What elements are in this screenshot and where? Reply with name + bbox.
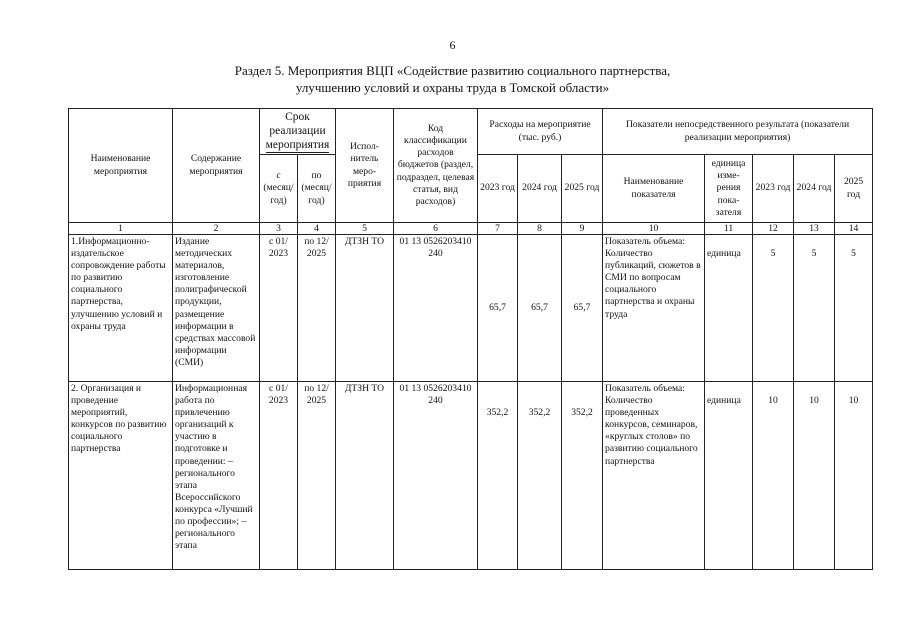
row-term-to: по 12/ 2025 — [298, 235, 336, 382]
header-expenses: Расходы на мероприятие (тыс. руб.) — [478, 109, 603, 155]
column-number: 5 — [336, 223, 394, 235]
row-indicator: Показатель объема: Количество публикаций, сюжетов в СМИ по вопросам социального партнерства и охраны труда — [603, 235, 705, 382]
row-ind-2024 — [794, 235, 835, 382]
header-term-under: мероприятия — [265, 139, 330, 151]
header-exp-2023: 2023 год — [478, 155, 518, 223]
section-title-line-1: Раздел 5. Мероприятия ВЦП «Содействие развитию социального партнерства, — [234, 63, 671, 78]
header-exp-2025: 2025 год — [562, 155, 603, 223]
row-unit — [705, 235, 753, 382]
column-number: 4 — [298, 223, 336, 235]
header-term-to: по (месяц/год) — [298, 155, 336, 223]
header-term-label: Срок реализации — [269, 111, 326, 137]
column-number: 14 — [835, 223, 873, 235]
row-executor: ДТЗН ТО — [336, 382, 394, 570]
header-indicator-name: Наименование показателя — [603, 155, 705, 223]
header-executor: Испол-нитель меро-приятия — [336, 109, 394, 223]
header-term — [260, 109, 336, 155]
header-code: Код классификации расходов бюджетов (раздел, подраздел, целевая статья, вид расходов) — [394, 109, 478, 223]
row-content: Издание методических материалов, изготовление полиграфической продукции, размещение информации в средствах массовой информации (СМИ) — [173, 235, 260, 382]
row-ind-2024-text: 5 — [811, 248, 817, 259]
header-ind-2023: 2023 год — [753, 155, 794, 223]
row-exp-2025 — [562, 382, 603, 570]
row-unit — [705, 382, 753, 570]
row-exp-2023: 65,7 — [478, 235, 518, 382]
activities-table — [68, 108, 873, 570]
row-ind-2023 — [753, 382, 794, 570]
page-number: 6 — [449, 38, 456, 52]
row-code: 01 13 0526203410 240 — [394, 235, 478, 382]
row-exp-2025: 65,7 — [562, 235, 603, 382]
row-ind-2025 — [835, 235, 873, 382]
row-term-to: по 12/ 2025 — [298, 382, 336, 570]
row-name: 1.Информационно-издательское сопровождение работы по развитию социального партнерства, улучшению условий и охраны труда — [69, 235, 173, 382]
header-exp-2024: 2024 год — [518, 155, 562, 223]
row-indicator: Показатель объема: Количество проведенных конкурсов, семинаров, «круглых столов» по развитию социального партнерства — [603, 382, 705, 570]
header-indicators: Показатели непосредственного результата (показатели реализации мероприятия) — [603, 109, 873, 155]
section-title-line-2: улучшению условий и охраны труда в Томской области» — [295, 80, 610, 95]
row-exp-2024 — [518, 382, 562, 570]
row-unit-text: единица — [707, 395, 741, 406]
row-content: Информационная работа по привлечению организаций к участию в подготовке и проведении: – регионального этапа Всероссийского конкурса «Лучший по профессии»; – регионального этапа — [173, 382, 260, 570]
column-number: 13 — [794, 223, 835, 235]
column-number: 11 — [705, 223, 753, 235]
column-number: 6 — [394, 223, 478, 235]
row-exp-2025-text: 352,2 — [571, 407, 593, 418]
column-number: 8 — [518, 223, 562, 235]
row-ind-2025 — [835, 382, 873, 570]
row-ind-2025-text: 5 — [851, 248, 856, 259]
column-number: 7 — [478, 223, 518, 235]
row-ind-2023-text: 10 — [768, 395, 778, 406]
section-title — [0, 62, 905, 96]
row-ind-2024 — [794, 382, 835, 570]
row-term-from: с 01/ 2023 — [260, 382, 298, 570]
column-number: 10 — [603, 223, 705, 235]
column-number-row — [69, 223, 873, 235]
column-number: 9 — [562, 223, 603, 235]
row-name: 2. Организация и проведение мероприятий, конкурсов по развитию социального партнерства — [69, 382, 173, 570]
column-number: 1 — [69, 223, 173, 235]
row-ind-2023 — [753, 235, 794, 382]
row-term-from: с 01/ 2023 — [260, 235, 298, 382]
row-ind-2024-text: 10 — [809, 395, 819, 406]
header-unit: единица изме-рения пока-зателя — [705, 155, 753, 223]
header-name: Наименование мероприятия — [69, 109, 173, 223]
header-term-from: с (месяц/год) — [260, 155, 298, 223]
row-exp-2024: 65,7 — [518, 235, 562, 382]
table-row — [69, 382, 873, 570]
row-ind-2025-text: 10 — [848, 395, 859, 406]
header-ind-2025: 2025 год — [835, 155, 873, 223]
table-row — [69, 235, 873, 382]
header-content: Содержание мероприятия — [173, 109, 260, 223]
header-ind-2024: 2024 год — [794, 155, 835, 223]
row-code: 01 13 0526203410 240 — [394, 382, 478, 570]
row-exp-2023 — [478, 382, 518, 570]
row-exp-2024-text: 352,2 — [528, 407, 551, 418]
row-unit-text: единица — [707, 248, 741, 259]
column-number: 2 — [173, 223, 260, 235]
row-exp-2023-text: 352,2 — [486, 407, 509, 418]
column-number: 3 — [260, 223, 298, 235]
row-executor: ДТЗН ТО — [336, 235, 394, 382]
column-number: 12 — [753, 223, 794, 235]
row-ind-2023-text: 5 — [770, 248, 776, 259]
